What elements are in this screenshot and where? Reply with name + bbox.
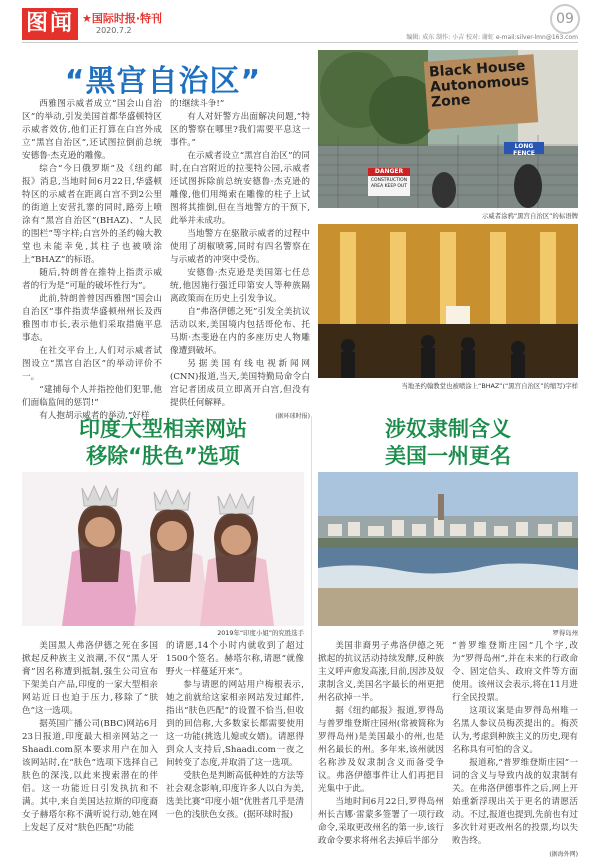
- page-number: 09: [550, 4, 580, 34]
- protest-sign-photo: [318, 50, 578, 208]
- street-sign-text: LONG FENCE: [513, 143, 535, 157]
- paragraph: 参与请愿的网站用户梅根表示,她之前就给这家相亲网站发过邮件,指出“肤色匹配”的设置不恰当,但收到的回信称,大多数家长都需要使用这一功能(挑选儿媳或女婿)。请愿得到众人支持后,Shaadi.com一夜之间转变了态度,并取消了这一选项。: [166, 680, 304, 768]
- article1-source: (据环球时报): [275, 413, 310, 420]
- article2-col2: [166, 640, 304, 820]
- church-scene-illustration: [318, 224, 578, 378]
- paragraph: 有人对奸警方出面解决问题,“特区的警察在哪里?我们需要平息这一事件。”: [170, 112, 310, 148]
- paragraph: 安德鲁·杰克逊是美国第七任总统,他因施行强迁印第安人等种族隔离政策而在历史上引发争议。: [170, 268, 310, 304]
- column-divider: [311, 416, 312, 820]
- paragraph: 据英国广播公司(BBC)网站6月23日报道,印度最大相亲网站之一Shaadi.com原本要求用户在加入该网站时,在“肤色”选项下选择自己肤色的深浅,以此来搜索潜在的伴侣。这一功能近日引发执抗和不满。其中,来自美国达拉斯的印度裔女子赫塔尔称不满听说行动,她在网上发起了反对“肤色匹配”功能: [22, 719, 158, 833]
- editor-credits: 编辑: 成东 制作: 小吉 校对: 谢虹 e-mail:silver-lmn@163.com: [406, 34, 578, 41]
- paragraph: 的请愿,14个小时内就收到了超过1500个签名。赫塔尔称,请愿“就像野火一样蔓延开来”。: [166, 641, 304, 677]
- paragraph: 据《纽约邮报》报道,罗得岛与普罗维登斯庄园州(常被简称为罗得岛州)是美国最小的州,也是州名最长的州。多年来,该州就因名称涉及奴隶制含义而备受争议。弗洛伊德事件让人们再把目光集中于此。: [318, 706, 444, 794]
- pageant-winners-illustration: [22, 472, 304, 626]
- church-photo: [318, 224, 578, 378]
- paragraph: 在示威者设立“黑宫自治区”的同时,在白宫附近的拉斐特公园,示威者还试图拆除前总统安德鲁·杰克逊的雕像,他们用绳索在雕像的柱子上试图将其推倒,但在当地警方的干预下,此举并未成功。: [170, 151, 310, 226]
- article3-source: (据海外网): [549, 851, 578, 858]
- article3-col1: [318, 640, 444, 846]
- issue-date: 2020.7.2: [96, 26, 132, 35]
- article2-col1: [22, 640, 158, 833]
- paragraph: 随后,特朗普在推特上指责示威者的行为是“可耻的破坏性行为”。: [22, 268, 162, 291]
- article1-headline: “黑宫自治区”: [64, 64, 262, 99]
- paragraph: 这项议案是由罗得岛州唯一名黑人参议员梅茨提出的。梅茨认为,考虑到种族主义的历史,现有名称具有可怕的含义。: [452, 706, 578, 755]
- section-logo: 图闻: [22, 8, 78, 40]
- article3-col2: [452, 640, 578, 858]
- paragraph: 此前,特朗普曾因西雅图“国会山自治区”事件指责华盛顿州州长及西雅图市市长,表示他们采取措施平息事态。: [22, 294, 162, 343]
- coastline-illustration: [318, 472, 578, 626]
- article2-headline: 印度大型相亲网站 移除“肤色”选项: [79, 417, 247, 468]
- brand-name: ★国际时报·特刊: [82, 12, 163, 25]
- article1-col1: [22, 98, 162, 421]
- paragraph: 当地警方在驱散示威者的过程中使用了胡椒喷雾,同时有四名警察在与示威者的冲突中受伤。: [170, 229, 310, 265]
- paragraph: “建捕每个人并指控他们犯罪,他们面临监间的惩罚!”: [22, 385, 162, 408]
- danger-sign-text: DANGER: [374, 168, 404, 175]
- paragraph: 美国非裔男子弗洛伊德之死掀起的抗议活动持续发酵,反种族主义呼声愈发高涨,目前,因涉及奴隶制含义,美国名字最长的州更把州名砍掉一半。: [318, 641, 444, 703]
- paragraph: 在社交平台上,人们对示威者试图设立“黑宫自治区”的举动评价不一。: [22, 346, 162, 382]
- paragraph: 综合“今日俄罗斯”及《纽约邮报》消息,当地时间6月22日,华盛顿特区的示威者在距离白宫不到2公里的街道上安营扎寨的同时,路旁上喷涂有“黑宫自治区”(BHAZ)、“人民的围栏”等字样;白宫外的圣约翰大教堂也未能幸免,其柱子也被喷涂上“BHAZ”的标语。: [22, 164, 162, 265]
- photo1-caption: 示威者涂鸦“黑宫自治区”的标语牌: [481, 212, 578, 220]
- paragraph: “普罗维登斯庄园”几个字,改为“罗得岛州”,并在未来的行政命令、固定信头、政府文件等方面使用。该州议会表示,将在11月进行全民投票。: [452, 641, 578, 703]
- paragraph: 另据美国有线电视新闻网(CNN)报道,当天,美国特勤局命令白宫记者团成员立即离开白宫,但没有提供任何解释。: [170, 359, 310, 408]
- paragraph: 自“弗洛伊德之死”引发全美抗议活动以来,美国境内包括哥伦布、托马斯·杰斐逊在内的多座历史人物雕像遭到破坏。: [170, 307, 310, 356]
- article3-photo-caption: 罗得岛州: [552, 629, 578, 637]
- rhode-island-photo: [318, 472, 578, 626]
- protest-sign-text: Black House Autonomous Zone: [428, 57, 530, 111]
- miss-india-photo: [22, 472, 304, 626]
- header-divider: [22, 42, 578, 43]
- photo2-caption: 当地圣约翰教堂也被喷涂上“BHAZ”(“黑宫自治区”的缩写)字样: [401, 382, 578, 390]
- paragraph: 西雅图示威者成立“国会山自治区”的举动,引发美国首都华盛顿特区示威者效仿,他们正打算在白宫外成立“黑宫自治区”,还试图拉倒前总统安德鲁·杰克逊的雕像。: [22, 99, 162, 161]
- paragraph: 当地时间6月22日,罗得岛州州长吉娜·雷蒙多签署了一项行政命令,采取更改州名的第一步,该行政命令要求将州名去掉后半部分: [318, 797, 444, 846]
- paragraph: 美国黑人弗洛伊德之死在多国掀起反种族主义浪潮,不仅“黑人牙膏”因名称遭到抵制,强生公司宣布下架美白产品,印度的一家大型相亲网站近日也迫于压力,移除了“肤色”这一选项。: [22, 641, 158, 716]
- paragraph: 有人抱胡示威者的举动,“好样: [39, 411, 150, 421]
- paragraph: 受肤色是判断高低种姓的方法等社会观念影响,印度许多人以白为美,选美比赛“印度小姐”优胜者几乎是清一色的浅肤色女孩。(据环球时报): [166, 771, 304, 820]
- danger-sign-subtext: CONSTRUCTION AREA KEEP OUT: [370, 178, 408, 189]
- page-header: [0, 0, 600, 48]
- paragraph: 报道称,“普罗维登斯庄园”一词的含义与导致内战的奴隶制有关。在弗洛伊德事件之后,网上开始重新浮现出关于更名的请愿活动。不过,报道也提到,先前也有过多次针对更改州名的投票,均以失败告终。: [452, 758, 578, 846]
- paragraph: 的!继续斗争!”: [170, 99, 225, 109]
- article2-photo-caption: 2019年“印度小姐”的究胜选手: [217, 629, 304, 637]
- article3-headline: 涉奴隶制含义 美国一州更名: [385, 417, 511, 468]
- article1-col2: [170, 98, 310, 420]
